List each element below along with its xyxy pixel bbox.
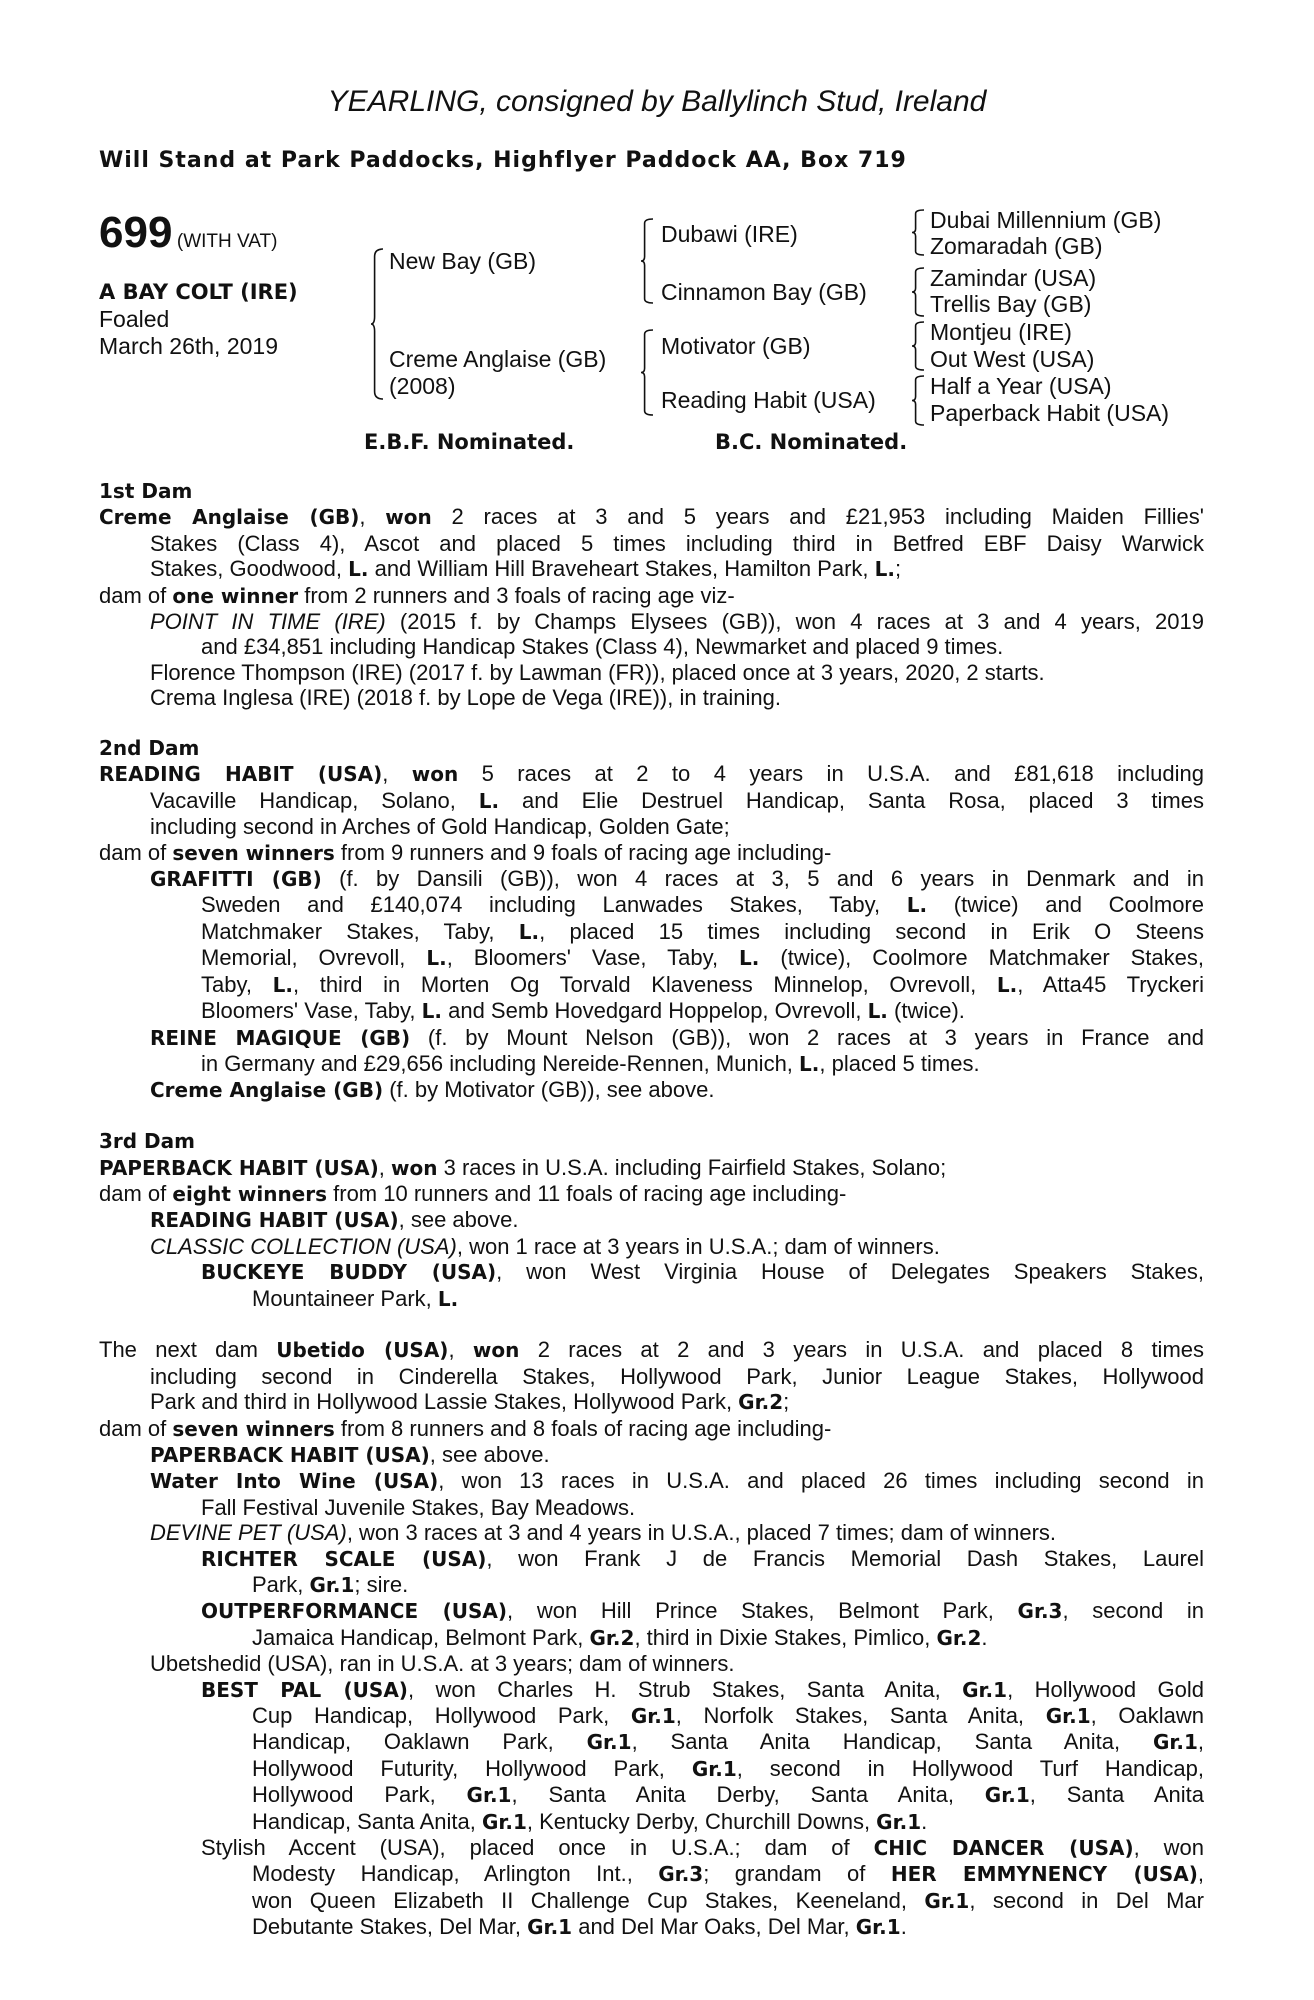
text: , placed 15 times including second in Erik O Steens bbox=[539, 918, 1204, 944]
brace-icon bbox=[371, 249, 383, 399]
dam-section bbox=[99, 736, 1204, 1104]
bold-text: L. bbox=[906, 893, 928, 918]
text: , bbox=[378, 1154, 392, 1180]
bold-text: Ubetido (USA) bbox=[276, 1338, 449, 1363]
text: ; bbox=[783, 1389, 790, 1415]
record-line bbox=[99, 761, 1204, 787]
text: dam of bbox=[99, 839, 173, 865]
text: , third in Dixie Stakes, Pimlico, bbox=[634, 1624, 937, 1650]
text: from 9 runners and 9 foals of racing age including- bbox=[334, 839, 832, 865]
bold-text: Gr.1 bbox=[586, 1730, 632, 1755]
record-line bbox=[252, 1286, 1204, 1312]
bold-text: OUTPERFORMANCE (USA) bbox=[201, 1599, 508, 1624]
record-line bbox=[150, 1364, 1204, 1389]
text: , won 1 race at 3 years in U.S.A.; dam of winners. bbox=[456, 1233, 940, 1259]
record-line bbox=[150, 609, 1204, 634]
dam-sire-sire: Montjeu (IRE) bbox=[930, 319, 1072, 345]
text: (2015 f. by Champs Elysees (GB)), won 4 races at 3 and 4 years, 2019 bbox=[385, 609, 1204, 635]
bold-text: L. bbox=[272, 972, 293, 997]
bold-text: BEST PAL (USA) bbox=[201, 1677, 408, 1702]
text: . bbox=[921, 1808, 928, 1834]
brace-icon bbox=[641, 330, 653, 415]
bold-text: Gr.2 bbox=[589, 1625, 635, 1650]
bold-text: RICHTER SCALE (USA) bbox=[201, 1546, 487, 1571]
text: , Santa Anita bbox=[1029, 1782, 1204, 1808]
text: (twice) and Coolmore bbox=[927, 892, 1204, 918]
sire-dam-sire: Zamindar (USA) bbox=[930, 265, 1097, 291]
text: Stakes (Class 4), Ascot and placed 5 times including third in Betfred EBF Daisy Warwick bbox=[150, 530, 1204, 556]
bold-text: READING HABIT (USA) bbox=[99, 762, 383, 787]
dam-section bbox=[99, 1337, 1204, 1940]
text: , placed 5 times. bbox=[819, 1050, 980, 1076]
bold-text: Gr.1 bbox=[876, 1809, 922, 1834]
text: and Semb Hovedgard Hoppelop, Ovrevoll, bbox=[441, 998, 868, 1024]
italic-text: DEVINE PET (USA) bbox=[150, 1520, 347, 1546]
record-line bbox=[201, 892, 1204, 918]
bold-text: Gr.1 bbox=[630, 1704, 676, 1729]
text: , second in Del Mar bbox=[969, 1887, 1204, 1913]
record-line bbox=[150, 556, 1204, 582]
record-line bbox=[99, 1155, 1204, 1181]
bold-text: Creme Anglaise (GB) bbox=[150, 1078, 384, 1103]
text: from 2 runners and 3 foals of racing age viz- bbox=[298, 582, 735, 608]
bold-text: L. bbox=[739, 946, 760, 971]
bold-text: seven winners bbox=[172, 840, 335, 865]
bold-text: L. bbox=[437, 1286, 459, 1311]
text: , see above. bbox=[429, 1441, 550, 1467]
dam-year: (2008) bbox=[389, 373, 456, 399]
bold-text: Gr.1 bbox=[527, 1915, 573, 1940]
record-line bbox=[99, 1181, 1204, 1207]
horse-name: A BAY COLT (IRE) bbox=[99, 280, 298, 304]
text: and Elie Destruel Handicap, Santa Rosa, placed 3 times bbox=[499, 787, 1204, 813]
record-line bbox=[252, 1625, 1204, 1651]
text: , bbox=[448, 1337, 473, 1363]
text: , second in Hollywood Turf Handicap, bbox=[736, 1755, 1204, 1781]
bold-text: won bbox=[391, 1155, 438, 1180]
record-line bbox=[150, 1442, 1204, 1468]
text: , Santa Anita Handicap, Santa Anita, bbox=[631, 1729, 1153, 1755]
text: Taby, bbox=[201, 971, 273, 997]
text: Sweden and £140,074 including Lanwades Stakes, Taby, bbox=[201, 892, 907, 918]
record-line bbox=[150, 1234, 1204, 1259]
bold-text: CHIC DANCER (USA) bbox=[873, 1836, 1134, 1861]
text: , second in bbox=[1062, 1598, 1204, 1624]
record-line bbox=[201, 1546, 1204, 1572]
bold-text: Gr.1 bbox=[466, 1783, 512, 1808]
text: Stylish Accent (USA), placed once in U.S.A.; dam of bbox=[201, 1835, 874, 1861]
text: including second in Cinderella Stakes, Hollywood Park, Junior League Stakes, Hollywood bbox=[150, 1363, 1204, 1389]
bold-text: L. bbox=[799, 1051, 820, 1076]
text: Handicap, Oaklawn Park, bbox=[252, 1729, 587, 1755]
bold-text: Gr.1 bbox=[924, 1888, 970, 1913]
brace-icon bbox=[912, 268, 924, 316]
text: , won bbox=[1133, 1835, 1204, 1861]
record-line bbox=[150, 1520, 1204, 1545]
bold-text: Gr.1 bbox=[962, 1677, 1008, 1702]
text: Bloomers' Vase, Taby, bbox=[201, 998, 422, 1024]
text: , won 13 races in U.S.A. and placed 26 times including second in bbox=[438, 1468, 1204, 1494]
text: Jamaica Handicap, Belmont Park, bbox=[252, 1624, 590, 1650]
text: dam of bbox=[99, 582, 173, 608]
bold-text: Gr.1 bbox=[1152, 1730, 1198, 1755]
record-line bbox=[201, 998, 1204, 1024]
text: Hollywood Futurity, Hollywood Park, bbox=[252, 1755, 692, 1781]
text: . bbox=[900, 1914, 907, 1940]
lot-number: 699 bbox=[99, 208, 173, 257]
text: dam of bbox=[99, 1415, 173, 1441]
text: , won West Virginia House of Delegates Speakers Stakes, bbox=[496, 1259, 1204, 1285]
bold-text: won bbox=[411, 762, 459, 787]
brace-icon bbox=[641, 219, 653, 303]
text: Matchmaker Stakes, Taby, bbox=[201, 918, 519, 944]
text: and William Hill Braveheart Stakes, Hamilton Park, bbox=[368, 556, 875, 582]
dam-sire: Motivator (GB) bbox=[661, 333, 811, 359]
brace-icon bbox=[912, 322, 924, 370]
record-line bbox=[99, 840, 1204, 866]
sire-sire-dam: Zomaradah (GB) bbox=[930, 233, 1103, 259]
bc-nominated: B.C. Nominated. bbox=[715, 430, 908, 454]
bold-text: won bbox=[385, 505, 432, 530]
text: (f. by Motivator (GB)), see above. bbox=[383, 1077, 715, 1103]
record-line bbox=[252, 1809, 1204, 1835]
vat-note: (WITH VAT) bbox=[176, 231, 278, 252]
bold-text: REINE MAGIQUE (GB) bbox=[150, 1025, 411, 1050]
text: Debutante Stakes, Del Mar, bbox=[252, 1914, 528, 1940]
dam: Creme Anglaise (GB) bbox=[389, 346, 607, 372]
text: , won Hill Prince Stakes, Belmont Park, bbox=[507, 1598, 1018, 1624]
record-line bbox=[150, 1077, 1204, 1103]
text: ; sire. bbox=[354, 1572, 409, 1598]
text: Fall Festival Juvenile Stakes, Bay Meadows. bbox=[201, 1494, 636, 1520]
record-line bbox=[201, 1495, 1204, 1520]
record-line bbox=[252, 1861, 1204, 1887]
dam-section bbox=[99, 479, 1204, 711]
text: Memorial, Ovrevoll, bbox=[201, 945, 427, 971]
record-line bbox=[99, 583, 1204, 609]
record-line bbox=[99, 1416, 1204, 1442]
brace-icon bbox=[912, 210, 924, 255]
text: (f. by Dansili (GB)), won 4 races at 3, 5 and 6 years in Denmark and in bbox=[321, 866, 1204, 892]
bold-text: L. bbox=[867, 999, 888, 1024]
record-line bbox=[150, 531, 1204, 556]
lot-number-block bbox=[99, 208, 277, 258]
italic-text: CLASSIC COLLECTION (USA) bbox=[150, 1233, 457, 1259]
text: Ubetshedid (USA), ran in U.S.A. at 3 years; dam of winners. bbox=[150, 1651, 735, 1677]
dam-dam: Reading Habit (USA) bbox=[661, 387, 876, 413]
record-line bbox=[201, 1677, 1204, 1703]
text: , third in Morten Og Torvald Klaveness Minnelop, Ovrevoll, bbox=[292, 971, 997, 997]
text: 2 races at 2 and 3 years in U.S.A. and placed 8 times bbox=[519, 1337, 1205, 1363]
text: from 10 runners and 11 foals of racing age including- bbox=[327, 1180, 847, 1206]
text: (twice), Coolmore Matchmaker Stakes, bbox=[759, 945, 1204, 971]
sire-sire: Dubawi (IRE) bbox=[661, 221, 798, 247]
bold-text: L. bbox=[874, 557, 895, 582]
dam-dam-dam: Paperback Habit (USA) bbox=[930, 400, 1170, 426]
bold-text: Creme Anglaise (GB) bbox=[99, 505, 360, 530]
bold-text: HER EMMYNENCY (USA) bbox=[890, 1862, 1198, 1887]
text: , Bloomers' Vase, Taby, bbox=[446, 945, 740, 971]
text: , Atta45 Tryckeri bbox=[1017, 971, 1205, 997]
record-line bbox=[150, 1651, 1204, 1676]
text: , won 3 races at 3 and 4 years in U.S.A., placed 7 times; dam of winners. bbox=[346, 1520, 1057, 1546]
text: , bbox=[1197, 1729, 1205, 1755]
text: , see above. bbox=[398, 1207, 519, 1233]
bold-text: Gr.1 bbox=[481, 1809, 527, 1834]
text: from 8 runners and 8 foals of racing age including- bbox=[334, 1415, 832, 1441]
record-line bbox=[150, 866, 1204, 892]
text: 3 races in U.S.A. including Fairfield Stakes, Solano; bbox=[437, 1154, 947, 1180]
text: , Kentucky Derby, Churchill Downs, bbox=[526, 1808, 877, 1834]
record-line bbox=[252, 1914, 1204, 1940]
record-line bbox=[252, 1782, 1204, 1808]
bold-text: Gr.1 bbox=[1045, 1704, 1091, 1729]
text: Crema Inglesa (IRE) (2018 f. by Lope de Vega (IRE)), in training. bbox=[150, 685, 781, 711]
text: (f. by Mount Nelson (GB)), won 2 races at 3 years in France and bbox=[410, 1024, 1204, 1050]
text: , won Charles H. Strub Stakes, Santa Anita, bbox=[407, 1676, 963, 1702]
text: Mountaineer Park, bbox=[252, 1285, 438, 1311]
bold-text: L. bbox=[478, 788, 500, 813]
record-line bbox=[201, 1835, 1204, 1861]
record-line bbox=[150, 685, 1204, 710]
text: dam of bbox=[99, 1180, 173, 1206]
record-line bbox=[150, 1207, 1204, 1233]
text: , bbox=[382, 761, 412, 787]
bold-text: Gr.1 bbox=[984, 1783, 1030, 1808]
sire-dam: Cinnamon Bay (GB) bbox=[661, 279, 867, 305]
bold-text: READING HABIT (USA) bbox=[150, 1208, 399, 1233]
record-line bbox=[99, 504, 1204, 530]
text: Park and third in Hollywood Lassie Stakes, Hollywood Park, bbox=[150, 1389, 739, 1415]
bold-text: L. bbox=[421, 999, 442, 1024]
text: Cup Handicap, Hollywood Park, bbox=[252, 1703, 631, 1729]
record-line bbox=[201, 1051, 1204, 1077]
brace-icon bbox=[912, 376, 924, 425]
text: and £34,851 including Handicap Stakes (Class 4), Newmarket and placed 9 times. bbox=[201, 634, 1004, 660]
record-line bbox=[201, 634, 1204, 659]
record-line bbox=[252, 1703, 1204, 1729]
text: , Santa Anita Derby, Santa Anita, bbox=[511, 1782, 985, 1808]
sire-sire-sire: Dubai Millennium (GB) bbox=[930, 207, 1162, 233]
record-line bbox=[150, 1468, 1204, 1494]
bold-text: Gr.2 bbox=[936, 1625, 982, 1650]
dam-section bbox=[99, 1129, 1204, 1312]
bold-text: Gr.2 bbox=[738, 1390, 784, 1415]
text: The next dam bbox=[99, 1337, 277, 1363]
record-line bbox=[150, 1025, 1204, 1051]
bold-text: won bbox=[472, 1338, 520, 1363]
bold-text: Gr.3 bbox=[658, 1862, 704, 1887]
dam-dam-sire: Half a Year (USA) bbox=[930, 373, 1112, 399]
bold-text: Gr.1 bbox=[691, 1756, 737, 1781]
bold-text: L. bbox=[996, 972, 1018, 997]
text: , won Frank J de Francis Memorial Dash Stakes, Laurel bbox=[486, 1545, 1204, 1571]
section-heading: 3rd Dam bbox=[99, 1129, 195, 1154]
bold-text: L. bbox=[348, 557, 369, 582]
italic-text: POINT IN TIME (IRE) bbox=[150, 609, 386, 635]
text: Stakes, Goodwood, bbox=[150, 556, 349, 582]
bold-text: Gr.1 bbox=[309, 1573, 355, 1598]
bold-text: Gr.1 bbox=[855, 1915, 901, 1940]
record-line bbox=[201, 972, 1204, 998]
record-line bbox=[201, 945, 1204, 971]
text: 2 races at 3 and 5 years and £21,953 including Maiden Fillies' bbox=[431, 504, 1204, 530]
text: , bbox=[1197, 1861, 1204, 1887]
record-line bbox=[201, 1259, 1204, 1285]
record-line bbox=[252, 1888, 1204, 1914]
record-line bbox=[252, 1572, 1204, 1598]
bold-text: PAPERBACK HABIT (USA) bbox=[99, 1155, 379, 1180]
bold-text: Water Into Wine (USA) bbox=[150, 1469, 439, 1494]
text: . bbox=[981, 1624, 988, 1650]
text: Park, bbox=[252, 1572, 310, 1598]
bold-text: L. bbox=[518, 919, 540, 944]
ebf-nominated: E.B.F. Nominated. bbox=[364, 430, 575, 454]
text: including second in Arches of Gold Handicap, Golden Gate; bbox=[150, 814, 730, 840]
record-line bbox=[201, 1598, 1204, 1624]
text: 5 races at 2 to 4 years in U.S.A. and £81,618 including bbox=[458, 761, 1204, 787]
bold-text: eight winners bbox=[172, 1181, 328, 1206]
bold-text: PAPERBACK HABIT (USA) bbox=[150, 1442, 430, 1467]
bold-text: GRAFITTI (GB) bbox=[150, 867, 322, 892]
record-line bbox=[201, 919, 1204, 945]
text: (twice). bbox=[887, 998, 965, 1024]
foaled-date: March 26th, 2019 bbox=[99, 333, 279, 359]
section-heading: 2nd Dam bbox=[99, 736, 200, 761]
dam-sire-dam: Out West (USA) bbox=[930, 346, 1095, 372]
text: , Hollywood Gold bbox=[1007, 1676, 1204, 1702]
text: Handicap, Santa Anita, bbox=[252, 1808, 482, 1834]
record-line bbox=[150, 1389, 1204, 1415]
text: Modesty Handicap, Arlington Int., bbox=[252, 1861, 659, 1887]
bold-text: Gr.3 bbox=[1017, 1599, 1063, 1624]
sale-title: YEARLING, consigned by Ballylinch Stud, Ireland bbox=[327, 85, 987, 118]
text: Vacaville Handicap, Solano, bbox=[150, 787, 479, 813]
record-line bbox=[150, 660, 1204, 685]
bold-text: L. bbox=[426, 946, 447, 971]
bold-text: seven winners bbox=[172, 1416, 335, 1441]
sire: New Bay (GB) bbox=[389, 248, 536, 274]
text: , bbox=[359, 504, 386, 530]
text: , Oaklawn bbox=[1090, 1703, 1204, 1729]
record-line bbox=[99, 1337, 1204, 1363]
text: and Del Mar Oaks, Del Mar, bbox=[572, 1914, 856, 1940]
bold-text: one winner bbox=[172, 583, 299, 608]
text: Hollywood Park, bbox=[252, 1782, 467, 1808]
bold-text: BUCKEYE BUDDY (USA) bbox=[201, 1260, 497, 1285]
text: in Germany and £29,656 including Nereide-Rennen, Munich, bbox=[201, 1050, 800, 1076]
record-line bbox=[252, 1729, 1204, 1755]
record-line bbox=[252, 1756, 1204, 1782]
stand-location: Will Stand at Park Paddocks, Highflyer Paddock AA, Box 719 bbox=[99, 148, 907, 173]
text: won Queen Elizabeth II Challenge Cup Stakes, Keeneland, bbox=[252, 1887, 925, 1913]
text: Florence Thompson (IRE) (2017 f. by Lawman (FR)), placed once at 3 years, 2020, 2 starts. bbox=[150, 659, 1045, 685]
foaled-label: Foaled bbox=[99, 306, 170, 332]
text: ; bbox=[894, 556, 902, 582]
text: ; grandam of bbox=[703, 1861, 891, 1887]
produce-record bbox=[99, 479, 1204, 1941]
record-line bbox=[150, 814, 1204, 839]
record-line bbox=[150, 788, 1204, 814]
section-heading: 1st Dam bbox=[99, 479, 193, 503]
text: , Norfolk Stakes, Santa Anita, bbox=[675, 1703, 1046, 1729]
sire-dam-dam: Trellis Bay (GB) bbox=[930, 291, 1092, 317]
